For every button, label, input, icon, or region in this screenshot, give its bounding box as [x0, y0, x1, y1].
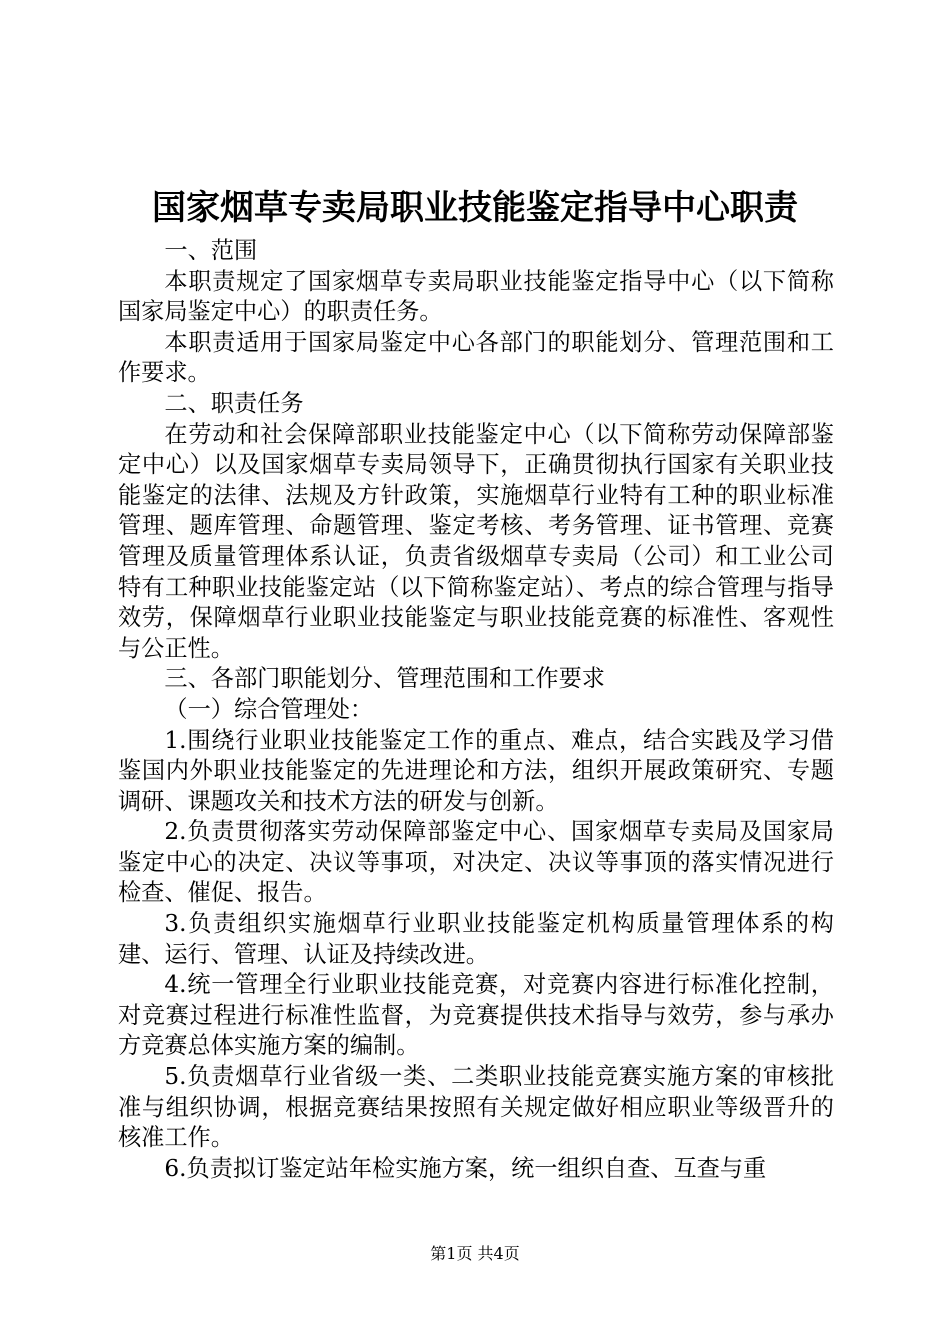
paragraph: 本职责规定了国家烟草专卖局职业技能鉴定指导中心（以下简称国家局鉴定中心）的职责任务。: [118, 267, 834, 326]
document-body: [118, 236, 834, 1184]
list-item: 5.负责烟草行业省级一类、二类职业技能竞赛实施方案的审核批准与组织协调，根据竞赛结果按照有关规定做好相应职业等级晋升的核准工作。: [118, 1063, 834, 1152]
section-heading-duties: 二、职责任务: [164, 389, 304, 417]
list-item: 4.统一管理全行业职业技能竞赛，对竞赛内容进行标准化控制，对竞赛过程进行标准性监督，为竞赛提供技术指导与效劳，参与承办方竞赛总体实施方案的编制。: [118, 971, 834, 1060]
section-heading-scope: 一、范围: [164, 237, 258, 264]
list-item: 1.围绕行业职业技能鉴定工作的重点、难点，结合实践及学习借鉴国内外职业技能鉴定的先进理论和方法，组织开展政策研究、专题调研、课题攻关和技术方法的研发与创新。: [118, 726, 834, 815]
section-heading-departments: 三、各部门职能划分、管理范围和工作要求: [164, 665, 605, 693]
subsection-heading-admin: （一）综合管理处：: [164, 695, 374, 723]
list-item: 2.负责贯彻落实劳动保障部鉴定中心、国家烟草专卖局及国家局鉴定中心的决定、决议等事项，对决定、决议等事顶的落实情况进行检查、催促、报告。: [118, 818, 834, 907]
document-title: 国家烟草专卖局职业技能鉴定指导中心职责: [152, 188, 798, 228]
paragraph: 本职责适用于国家局鉴定中心各部门的职能划分、管理范围和工作要求。: [118, 328, 834, 387]
page-number-footer: 第1页 共4页: [430, 1244, 520, 1263]
list-item: 6.负责拟订鉴定站年检实施方案，统一组织自查、互查与重: [164, 1154, 767, 1182]
paragraph: 在劳动和社会保障部职业技能鉴定中心（以下简称劳动保障部鉴定中心）以及国家烟草专卖局领导下，正确贯彻执行国家有关职业技能鉴定的法律、法规及方针政策，实施烟草行业特有工种的职业标准管理、题库管理、命题管理、鉴定考核、考务管理、证书管理、竞赛管理及质量管理体系认证，负责省级烟草专卖局（公司）和工业公司特有工种职业技能鉴定站（以下简称鉴定站）、考点的综合管理与指导效劳，保障烟草行业职业技能鉴定与职业技能竞赛的标准性、客观性与公正性。: [118, 420, 834, 662]
list-item: 3.负责组织实施烟草行业职业技能鉴定机构质量管理体系的构建、运行、管理、认证及持续改进。: [118, 910, 834, 968]
